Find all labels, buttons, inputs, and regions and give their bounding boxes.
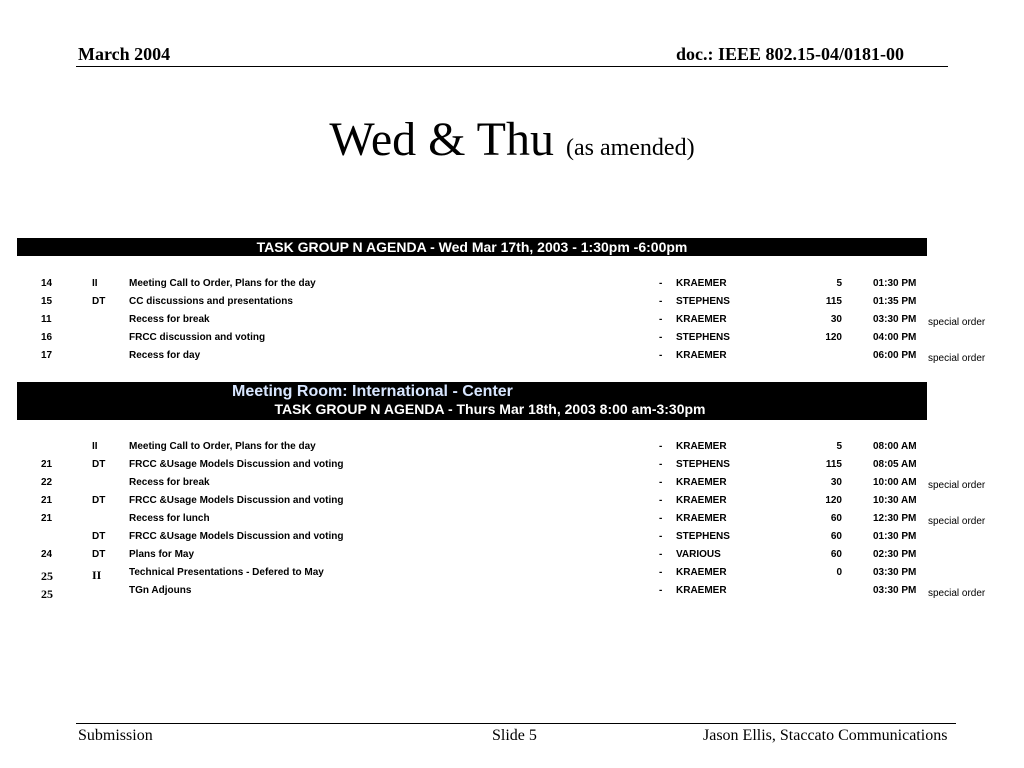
item-title: Recess for break xyxy=(129,477,210,488)
item-note: special order xyxy=(928,480,986,491)
item-duration: 120 xyxy=(825,332,842,343)
item-presenter: KRAEMER xyxy=(676,513,727,524)
item-number: 21 xyxy=(41,495,53,506)
item-time: 03:30 PM xyxy=(873,567,917,578)
table-row xyxy=(0,311,1024,329)
item-time: 03:30 PM xyxy=(873,314,917,325)
meeting-room-label: Meeting Room: International - Center xyxy=(232,383,513,400)
table-row xyxy=(0,329,1024,347)
item-time: 10:30 AM xyxy=(873,495,917,506)
item-presenter: KRAEMER xyxy=(676,477,727,488)
item-presenter: VARIOUS xyxy=(676,549,721,560)
item-dash: - xyxy=(659,513,663,524)
item-presenter: KRAEMER xyxy=(676,495,727,506)
item-title: Meeting Call to Order, Plans for the day xyxy=(129,278,316,289)
slide-title xyxy=(0,112,1024,176)
title-main: Wed & Thu xyxy=(329,113,554,166)
table-row xyxy=(0,275,1024,293)
header-doc-id: doc.: IEEE 802.15-04/0181-00 xyxy=(676,44,905,64)
item-presenter: STEPHENS xyxy=(676,332,730,343)
item-type: DT xyxy=(92,531,106,542)
wed-agenda-band: TASK GROUP N AGENDA - Wed Mar 17th, 2003 - 1:30pm -6:00pm xyxy=(17,238,927,256)
item-dash: - xyxy=(659,459,663,470)
table-row xyxy=(0,492,1024,510)
item-presenter: KRAEMER xyxy=(676,278,727,289)
item-number: 24 xyxy=(41,549,53,560)
item-presenter: STEPHENS xyxy=(676,459,730,470)
item-note: special order xyxy=(928,588,986,599)
item-presenter: KRAEMER xyxy=(676,441,727,452)
item-duration: 60 xyxy=(830,549,842,560)
item-dash: - xyxy=(659,585,663,596)
item-note: special order xyxy=(928,516,986,527)
table-row xyxy=(0,347,1024,365)
item-time: 01:35 PM xyxy=(873,296,917,307)
item-title: Plans for May xyxy=(129,549,195,560)
item-type: II xyxy=(92,568,102,582)
item-title: FRCC &Usage Models Discussion and voting xyxy=(129,495,344,506)
thu-agenda-title: TASK GROUP N AGENDA - Thurs Mar 18th, 2003 8:00 am-3:30pm xyxy=(274,401,706,417)
item-title: Technical Presentations - Defered to May xyxy=(129,567,324,578)
item-time: 01:30 PM xyxy=(873,278,917,289)
table-row xyxy=(0,564,1024,582)
item-title: TGn Adjouns xyxy=(129,585,192,596)
item-title: Recess for break xyxy=(129,314,210,325)
item-type: II xyxy=(92,278,98,289)
table-row xyxy=(0,510,1024,528)
item-time: 06:00 PM xyxy=(873,350,917,361)
title-sub: (as amended) xyxy=(565,135,695,161)
item-time: 03:30 PM xyxy=(873,585,917,596)
item-type: DT xyxy=(92,549,106,560)
item-dash: - xyxy=(659,296,663,307)
item-dash: - xyxy=(659,314,663,325)
item-number: 14 xyxy=(41,278,53,289)
item-title: Recess for lunch xyxy=(129,513,210,524)
item-duration: 5 xyxy=(836,278,842,289)
footer-rule xyxy=(76,723,956,724)
item-dash: - xyxy=(659,441,663,452)
item-title: CC discussions and presentations xyxy=(129,296,293,307)
header-rule xyxy=(76,66,948,67)
item-duration: 5 xyxy=(836,441,842,452)
item-duration: 0 xyxy=(836,567,842,578)
item-dash: - xyxy=(659,549,663,560)
item-number: 21 xyxy=(41,459,53,470)
item-presenter: STEPHENS xyxy=(676,531,730,542)
item-dash: - xyxy=(659,332,663,343)
item-duration: 60 xyxy=(830,513,842,524)
footer-submission: Submission xyxy=(78,727,153,744)
item-time: 02:30 PM xyxy=(873,549,917,560)
table-row xyxy=(0,293,1024,311)
item-title: FRCC &Usage Models Discussion and voting xyxy=(129,459,344,470)
item-number: 21 xyxy=(41,513,53,524)
item-time: 10:00 AM xyxy=(873,477,917,488)
item-number: 15 xyxy=(41,296,53,307)
item-number: 25 xyxy=(41,569,53,583)
item-presenter: KRAEMER xyxy=(676,567,727,578)
item-type: DT xyxy=(92,495,106,506)
item-time: 12:30 PM xyxy=(873,513,917,524)
item-type: DT xyxy=(92,459,106,470)
table-row xyxy=(0,528,1024,546)
item-presenter: KRAEMER xyxy=(676,585,727,596)
item-presenter: STEPHENS xyxy=(676,296,730,307)
thu-agenda-band xyxy=(17,382,927,420)
item-number: 22 xyxy=(41,477,53,488)
footer-author: Jason Ellis, Staccato Communications xyxy=(703,727,948,744)
table-row xyxy=(0,474,1024,492)
item-time: 08:00 AM xyxy=(873,441,917,452)
item-note: special order xyxy=(928,353,986,364)
item-duration: 60 xyxy=(830,531,842,542)
item-duration: 115 xyxy=(825,296,842,307)
table-row xyxy=(0,456,1024,474)
item-type: DT xyxy=(92,296,106,307)
item-duration: 115 xyxy=(825,459,842,470)
item-dash: - xyxy=(659,531,663,542)
item-number: 17 xyxy=(41,350,53,361)
item-dash: - xyxy=(659,567,663,578)
item-number: 25 xyxy=(41,587,53,601)
item-title: FRCC discussion and voting xyxy=(129,332,266,343)
footer-slide-number: Slide 5 xyxy=(492,727,537,744)
item-dash: - xyxy=(659,477,663,488)
item-number: 16 xyxy=(41,332,53,343)
table-row xyxy=(0,582,1024,600)
header-date: March 2004 xyxy=(78,44,171,64)
item-duration: 30 xyxy=(830,477,842,488)
item-dash: - xyxy=(659,495,663,506)
item-time: 01:30 PM xyxy=(873,531,917,542)
item-dash: - xyxy=(659,278,663,289)
item-presenter: KRAEMER xyxy=(676,314,727,325)
item-title: Recess for day xyxy=(129,350,201,361)
item-number: 11 xyxy=(41,314,52,325)
item-time: 04:00 PM xyxy=(873,332,917,343)
item-time: 08:05 AM xyxy=(873,459,917,470)
item-duration: 30 xyxy=(830,314,842,325)
item-type: II xyxy=(92,441,98,452)
item-title: FRCC &Usage Models Discussion and voting xyxy=(129,531,344,542)
table-row xyxy=(0,438,1024,456)
item-presenter: KRAEMER xyxy=(676,350,727,361)
table-row xyxy=(0,546,1024,564)
item-title: Meeting Call to Order, Plans for the day xyxy=(129,441,316,452)
item-note: special order xyxy=(928,317,986,328)
item-duration: 120 xyxy=(825,495,842,506)
item-dash: - xyxy=(659,350,663,361)
